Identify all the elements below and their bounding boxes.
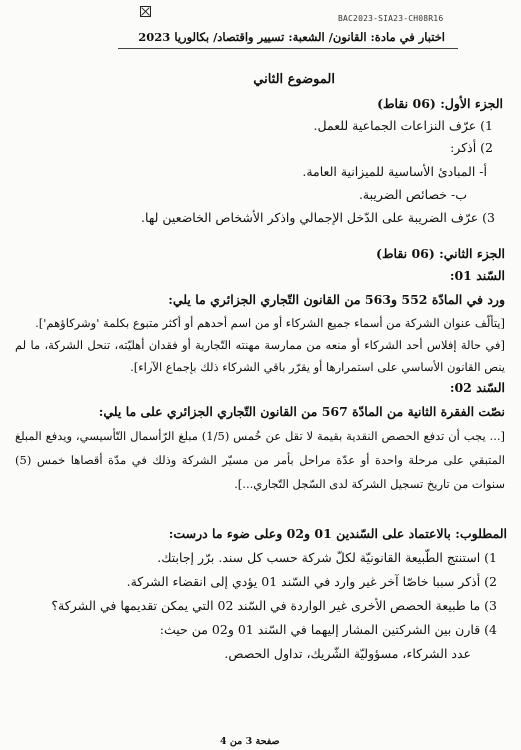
doc1-paragraph-2: [في حالة إفلاس أحد الشركاء أو منعه من ممارسة مهنته التّجارية أو فقدان أهليّته، تنحل الشركة، ما لم ينص القانون الأساسي على استمرارها أو يقرّر باقي الشركاء ذلك بإجماع الآراء]. [15, 338, 505, 374]
doc1-intro: ورد في المادّة 552 و563 من القانون التّجاري الجزائري ما يلي: [168, 292, 505, 307]
doc2-intro: نصّت الفقرة الثانية من المادّة 567 من القانون التّجاري الجزائري على ما يلي: [98, 404, 505, 419]
header-divider [118, 48, 458, 49]
required-q1: 1) استنتج الطّبيعة القانونيّة لكلّ شركة حسب كل سند. برّر إجابتك. [157, 550, 497, 565]
part1-q2: 2) أذكر: [450, 140, 493, 155]
required-title: المطلوب: بالاعتماد على السّندين 01 و02 وعلى ضوء ما درست: [168, 526, 507, 541]
doc2-paragraph: [... يجب أن تدفع الحصص النقدية بقيمة لا تقل عن خُمس (1/5) مبلغ الرّأسمال التّأسيسي، ويدفع المبلغ المتبقي على مرحلة واحدة أو عدّة مراحل بأمر من مسيّر الشركة وذلك في مدّة أقصاها خمس (5) سنوات من تاريخ تسجيل الشركة لدى السّجل التّجاري...]. [15, 429, 505, 491]
checkbox-x-icon [140, 6, 151, 17]
topic-title: الموضوع الثاني [253, 72, 335, 87]
required-q4-items: عدد الشركاء، مسؤوليّة الشّريك، تداول الحصص. [224, 646, 471, 661]
doc2-title: السّند 02: [449, 380, 505, 395]
doc1-title: السّند 01: [449, 268, 505, 283]
required-q4: 4) قارن بين الشركتين المشار إليهما في السّند 01 و02 من حيث: [159, 622, 497, 637]
part2-title: الجزء الثاني: (06 نقاط) [376, 246, 505, 261]
exam-code: BAC2023-SIA23-CH08R16 [338, 14, 444, 23]
page-number: صفحة 3 من 4 [220, 736, 280, 747]
part1-q2b: ب- خصائص الضريبة. [358, 187, 467, 202]
doc1-paragraph-1: [يتألّف عنوان الشركة من أسماء جميع الشركاء أو من اسم أحدهم أو أكثر متبوع بكلمة 'وشركاؤهم']. [35, 316, 505, 330]
part1-q1: 1) عرّف النزاعات الجماعية للعمل. [313, 118, 493, 133]
part1-title: الجزء الأول: (06 نقاط) [377, 96, 503, 111]
required-q3: 3) ما طبيعة الحصص الأخرى غير الواردة في السّند 02 التي يمكن تقديمها في الشركة؟ [51, 598, 497, 613]
part1-q2a: أ- المبادئ الأساسية للميزانية العامة. [302, 164, 487, 179]
exam-header: اختبار في مادة: القانون/ الشعبة: تسيير واقتصاد/ بكالوريا 2023 [138, 30, 445, 44]
part1-q3: 3) عرّف الضريبة على الدّخل الإجمالي واذكر الأشخاص الخاضعين لها. [141, 210, 495, 225]
required-q2: 2) أذكر سببا خاصّا آخر غير وارد في السّند 01 يؤدي إلى انقضاء الشركة. [126, 574, 497, 589]
